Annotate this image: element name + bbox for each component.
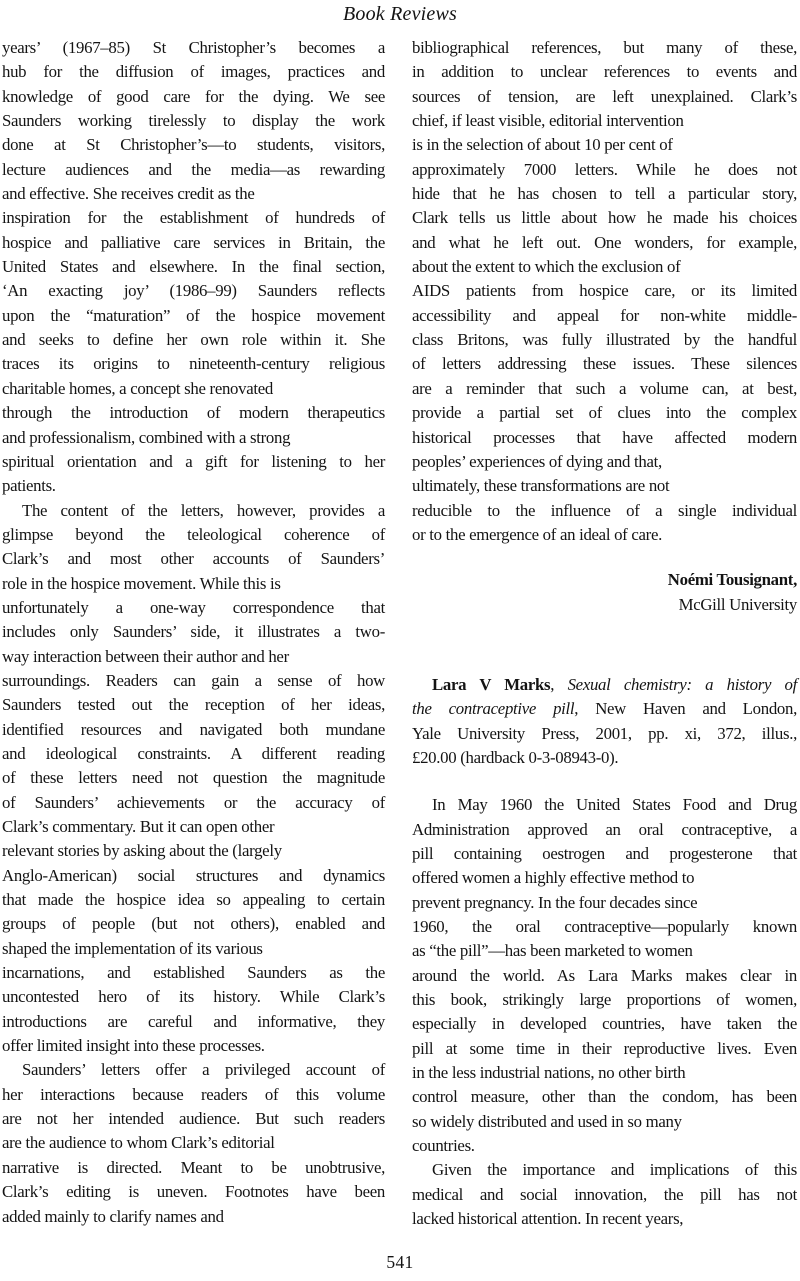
text-line: of these letters need not question the magnitude xyxy=(2,768,385,788)
text-line: identified resources and navigated both mundane xyxy=(2,719,385,739)
text-line: Clark tells us little about how he made his choices xyxy=(412,208,797,228)
text-line: approximately 7000 letters. While he does not xyxy=(412,159,797,179)
text-line: as “the pill”—has been marketed to women xyxy=(412,941,693,961)
text-segment: , New Haven and London, xyxy=(574,699,797,719)
text-line: medical and social innovation, the pill has not xyxy=(412,1184,797,1204)
text-line: introductions are careful and informative, they xyxy=(2,1011,385,1031)
text-line: way interaction between their author and her xyxy=(2,646,289,666)
text-line: are a reminder that such a volume can, at best, xyxy=(412,378,797,398)
text-line: includes only Saunders’ side, it illustrates a two- xyxy=(2,622,385,642)
text-line: and what he left out. One wonders, for example, xyxy=(412,232,797,252)
text-line: and seeks to define her own role within it. She xyxy=(2,330,385,350)
text-line: Saunders working tirelessly to display the work xyxy=(2,111,385,131)
text-line: prevent pregnancy. In the four decades since xyxy=(412,892,698,912)
text-line: that made the hospice idea so appealing to certain xyxy=(2,890,385,910)
text-line: £20.00 (hardback 0-3-08943-0). xyxy=(412,747,619,767)
text-line: about the extent to which the exclusion of xyxy=(412,257,681,277)
text-line: ‘An exacting joy’ (1986–99) Saunders reflects xyxy=(2,281,385,301)
text-line: ultimately, these transformations are not xyxy=(412,476,670,496)
text-line: Yale University Press, 2001, pp. xi, 372, illus., xyxy=(412,723,797,743)
text-line: inspiration for the establishment of hundreds of xyxy=(2,208,385,228)
text-line: unfortunately a one-way correspondence that xyxy=(2,597,385,617)
text-line: through the introduction of modern therapeutics xyxy=(2,403,385,423)
text-segment: the contraceptive pill xyxy=(412,699,575,719)
text-line: spiritual orientation and a gift for listening to her xyxy=(2,451,385,471)
text-line: or to the emergence of an ideal of care. xyxy=(412,524,662,544)
text-line xyxy=(412,697,797,721)
text-line: The content of the letters, however, provides a xyxy=(22,500,385,520)
text-line: this book, strikingly large proportions of women, xyxy=(412,990,797,1010)
text-line: relevant stories by asking about the (largely xyxy=(2,841,282,861)
text-line: provide a partial set of clues into the complex xyxy=(412,403,797,423)
text-line: especially in developed countries, have taken the xyxy=(412,1014,797,1034)
text-line: and effective. She receives credit as the xyxy=(2,184,255,204)
book-citation xyxy=(412,673,797,770)
text-line: done at St Christopher’s—to students, visitors, xyxy=(2,135,385,155)
text-line: hub for the diffusion of images, practices and xyxy=(2,62,385,82)
text-line: glimpse beyond the teleological coherence of xyxy=(2,524,385,544)
text-line: Saunders tested out the reception of her ideas, xyxy=(2,695,385,715)
text-line: chief, if least visible, editorial intervention xyxy=(412,111,684,131)
text-line: around the world. As Lara Marks makes clear in xyxy=(412,965,797,985)
text-line: role in the hospice movement. While this is xyxy=(2,573,281,593)
text-segment: Noémi Tousignant, xyxy=(667,570,797,590)
text-line: shaped the implementation of its various xyxy=(2,938,263,958)
text-line: hide that he has chosen to tell a particular story, xyxy=(412,184,797,204)
text-line: are the audience to whom Clark’s editorial xyxy=(2,1133,275,1153)
text-line: Clark’s and most other accounts of Saunders’ xyxy=(2,549,385,569)
text-line: of letters addressing these issues. These silences xyxy=(412,354,797,374)
paragraph xyxy=(412,1158,797,1231)
text-line: Saunders’ letters offer a privileged account of xyxy=(22,1060,385,1080)
running-head: Book Reviews xyxy=(342,3,458,25)
text-line: accessibility and appeal for non-white middle- xyxy=(412,305,797,325)
text-line: knowledge of good care for the dying. We see xyxy=(2,86,385,106)
text-line: added mainly to clarify names and xyxy=(2,1206,224,1226)
text-line: incarnations, and established Saunders as the xyxy=(2,963,385,983)
text-line: upon the “maturation” of the hospice movement xyxy=(2,305,385,325)
text-segment: , xyxy=(550,674,568,694)
right-column xyxy=(412,36,797,1231)
text-line: offer limited insight into these processes. xyxy=(2,1036,265,1056)
text-line: uncontested hero of its history. While Clark’s xyxy=(2,987,385,1007)
text-line: lacked historical attention. In recent years, xyxy=(412,1209,684,1229)
text-line: groups of people (but not others), enabled and xyxy=(2,914,385,934)
reviewer-attribution xyxy=(412,568,797,617)
text-line: is in the selection of about 10 per cent of xyxy=(412,135,673,155)
text-line: so widely distributed and used in so many xyxy=(412,1111,682,1131)
page-number: 541 xyxy=(386,1252,414,1272)
text-line: control measure, other than the condom, has been xyxy=(412,1087,797,1107)
text-line: 1960, the oral contraceptive—popularly known xyxy=(412,917,797,936)
left-column xyxy=(2,36,385,1229)
text-line: reducible to the influence of a single individual xyxy=(412,500,797,520)
paragraph xyxy=(412,36,797,547)
text-line: sources of tension, are left unexplained. Clark’s xyxy=(412,86,797,106)
text-segment: Lara V Marks xyxy=(432,674,551,694)
text-line: Anglo-American) social structures and dynamics xyxy=(2,865,385,885)
text-line: offered women a highly effective method to xyxy=(412,868,695,888)
text-line: narrative is directed. Meant to be unobtrusive, xyxy=(2,1157,385,1177)
text-line: of Saunders’ achievements or the accuracy of xyxy=(2,792,385,812)
text-line: McGill University xyxy=(678,594,797,614)
text-line: peoples’ experiences of dying and that, xyxy=(412,451,662,471)
text-columns xyxy=(2,36,797,1231)
text-line: and professionalism, combined with a strong xyxy=(2,427,291,447)
text-segment: Sexual chemistry: a history of xyxy=(567,674,797,694)
text-line: AIDS patients from hospice care, or its limited xyxy=(412,281,797,301)
text-line: historical processes that have affected modern xyxy=(412,427,797,447)
text-line: traces its origins to nineteenth-century religious xyxy=(2,354,385,374)
text-line: class Britons, was fully illustrated by the handful xyxy=(412,330,797,350)
text-line: charitable homes, a concept she renovated xyxy=(2,378,273,398)
text-line: in addition to unclear references to events and xyxy=(412,62,797,82)
text-line: Clark’s commentary. But it can open other xyxy=(2,817,275,836)
text-line: countries. xyxy=(412,1136,475,1156)
text-line: her interactions because readers of this volume xyxy=(2,1084,385,1104)
text-line: pill containing oestrogen and progesterone that xyxy=(412,843,797,863)
paragraph xyxy=(2,499,385,1059)
text-line: United States and elsewhere. In the final section, xyxy=(2,257,385,277)
text-line: Clark’s editing is uneven. Footnotes have been xyxy=(2,1182,385,1202)
text-line xyxy=(412,568,797,592)
text-line: and ideological constraints. A different reading xyxy=(2,743,385,763)
text-line: lecture audiences and the media—as rewarding xyxy=(2,159,385,179)
text-line: surroundings. Readers can gain a sense of how xyxy=(2,670,385,690)
text-line: Administration approved an oral contraceptive, a xyxy=(412,819,797,839)
paragraph xyxy=(412,793,797,1158)
text-line: are not her intended audience. But such readers xyxy=(2,1109,385,1129)
text-line: pill at some time in their reproductive lives. Even xyxy=(412,1038,797,1058)
text-line: years’ (1967–85) St Christopher’s becomes a xyxy=(2,38,385,57)
text-line xyxy=(412,673,797,697)
text-line: patients. xyxy=(2,476,56,496)
text-line: bibliographical references, but many of these, xyxy=(412,38,797,57)
text-line: In May 1960 the United States Food and Drug xyxy=(432,795,797,815)
paragraph xyxy=(2,36,385,499)
text-line: Given the importance and implications of this xyxy=(432,1160,797,1180)
paragraph xyxy=(2,1058,385,1228)
text-line: in the less industrial nations, no other birth xyxy=(412,1063,686,1083)
text-line: hospice and palliative care services in Britain, the xyxy=(2,232,385,252)
